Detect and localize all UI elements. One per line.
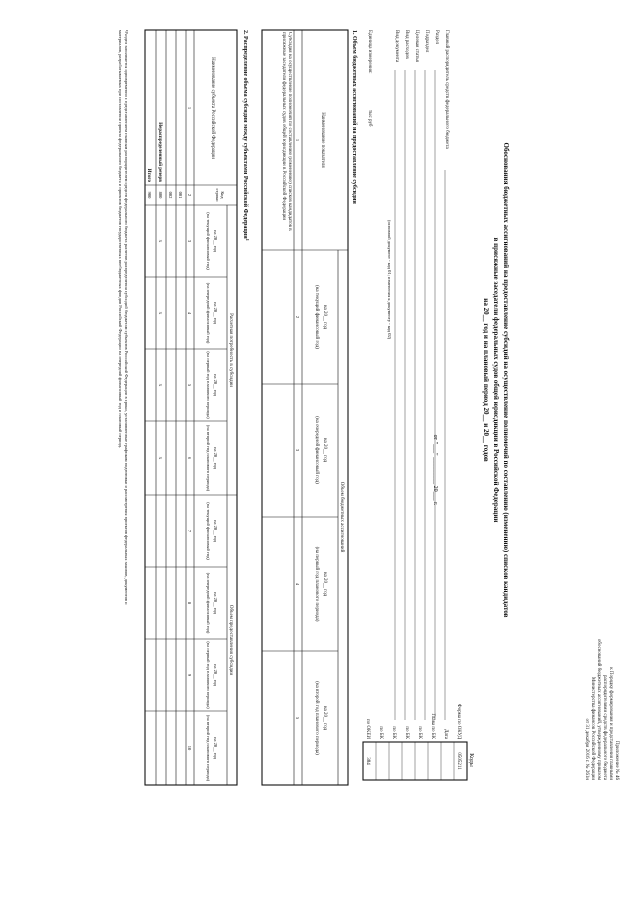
field-label: Раздел xyxy=(434,30,439,45)
row-cell: x xyxy=(157,311,162,315)
col-sub: (на второй год планового периода) xyxy=(206,424,211,492)
field-label: Главный распорядитель средств федерального бюджета xyxy=(444,30,449,149)
code-label: по БК xyxy=(391,726,396,739)
col-number: 8 xyxy=(187,601,192,605)
col-number: 9 xyxy=(187,673,192,677)
title-line: в присяжные заседатели федеральных судов общей юрисдикции в Российской Федерации xyxy=(492,237,500,523)
row-code: 800 xyxy=(158,191,163,199)
col-year: на 20__ год xyxy=(322,304,327,330)
row-code: 900 xyxy=(147,191,152,199)
section2-column-headers xyxy=(206,212,218,781)
unit-label: Единица измерения: xyxy=(367,30,372,74)
title-line: Обоснования бюджетных ассигнований на предоставление субсидий на осуществление полномочий по составлению (изменению) списков кандидатов xyxy=(502,142,510,618)
code-label: Глава по БК xyxy=(430,713,435,739)
codes-box xyxy=(363,704,474,780)
col-number: 4 xyxy=(187,311,192,315)
appendix-line: Приложение № 46 xyxy=(614,740,619,780)
col-year: на 20__ год xyxy=(213,592,218,614)
appendix-block xyxy=(584,639,620,781)
col-number: 10 xyxy=(187,745,192,751)
col-year: на 20__ год xyxy=(322,571,327,597)
col-year: на 20__ год xyxy=(213,230,218,252)
col-number: 2 xyxy=(295,315,300,319)
appendix-line: от 31 декабря 2016 г. № 261н xyxy=(584,718,589,780)
col-sub: (на очередной финансовый год) xyxy=(206,572,211,634)
col-sub: (на текущий финансовый год) xyxy=(206,212,211,270)
col-year: на 20__ год xyxy=(213,302,218,324)
col-number: 4 xyxy=(295,582,300,586)
col-number: 5 xyxy=(295,716,300,720)
col-sub: (на второй год планового периода) xyxy=(314,681,319,755)
section2 xyxy=(145,30,250,785)
section1-row-label-box xyxy=(262,32,292,248)
col-number: 5 xyxy=(187,383,192,387)
code-value: 384 xyxy=(365,757,370,765)
col-code-header-box xyxy=(197,186,225,204)
code-value: 0505211 xyxy=(456,752,461,770)
appendix-line: к Порядку формирования и представления главными xyxy=(608,667,613,780)
appendix-line: распорядителями средств федерального бюджета xyxy=(602,674,607,780)
code-label: Форма по ОКУД xyxy=(456,703,461,739)
col-sub: (на первый год планового периода) xyxy=(314,546,319,622)
group-need-header: Расчетная потребность в субсидии xyxy=(228,313,233,387)
table-row xyxy=(178,192,183,199)
section1 xyxy=(262,30,358,785)
col-number: 6 xyxy=(187,456,192,460)
field-label: Целевая статья xyxy=(414,30,419,62)
appendix-line: обоснований бюджетных ассигнований, утвержденному приказом xyxy=(596,638,601,780)
unit-value: тыс руб xyxy=(367,110,372,127)
title-line: на 20__ год и на плановый период 20__ и 20__ годов xyxy=(482,298,490,462)
group-header: Объем бюджетных ассигнований xyxy=(339,481,344,553)
row-cell: x xyxy=(157,456,162,460)
col-year: на 20__ год xyxy=(213,520,218,542)
col-sub: (на текущий финансовый год) xyxy=(206,502,211,560)
col-name-header: Наименование показателя xyxy=(320,112,325,168)
document-title xyxy=(482,143,510,618)
code-label: по БК xyxy=(417,726,422,739)
codes-header: Коды xyxy=(468,753,474,767)
section1-title: 1. Объем бюджетных ассигнований на предоставление субсидии xyxy=(351,30,357,204)
doc-type-hint: (основной документ - код 01; изменения к документу - код 02) xyxy=(387,220,392,340)
footnote-line: материалов, разрабатываемых при составлении проекта федерального бюджета и проектов бюджетов государственных внебюджетных фондов Российской Федерации на очередной финансовый год и плановый период. xyxy=(118,30,123,448)
col-sub: (на первый год планового периода) xyxy=(206,641,211,709)
col-year: на 20__ год xyxy=(213,737,218,759)
col-year: на 20__ год xyxy=(322,705,327,731)
field-label: Вид расходов xyxy=(404,30,409,59)
row-code: 001 xyxy=(178,191,183,199)
col-year: на 20__ год xyxy=(213,374,218,396)
code-label: Дата xyxy=(443,729,448,739)
field-label: Подраздел xyxy=(424,30,429,53)
col-sub: (на первый год планового периода) xyxy=(206,351,211,419)
col-year: на 20__ год xyxy=(322,437,327,463)
footnote xyxy=(117,30,129,605)
date-line: от "___" _________ 20___ г. xyxy=(432,434,438,506)
footnote-mark: 1 xyxy=(245,238,250,241)
header-fields xyxy=(367,30,449,720)
row-code: 002 xyxy=(168,191,173,199)
row-name: Итого xyxy=(146,168,151,182)
field-label: Вид документа xyxy=(394,30,399,63)
col-name-header: Наименование субъекта Российской Федерации xyxy=(210,57,215,159)
table-row xyxy=(157,122,163,459)
col-year: на 20__ год xyxy=(213,664,218,686)
table-row xyxy=(146,169,152,200)
section2-rows xyxy=(146,122,183,459)
code-label: по БК xyxy=(404,726,409,739)
row-cell: x xyxy=(157,239,162,243)
col-number: 1 xyxy=(187,106,192,110)
row-name: Нераспределенный резерв xyxy=(157,122,162,182)
footnote-line: ¹Раздел заполняется одновременно с представлением главным распорядителем средств федерального бюджета расчетов распределения субсидий бюджетам субъектов Российской Федерации в сроки, установленные графиком подготовки и рассмотрения проектов федеральных законов, документов и xyxy=(124,30,129,605)
col-number: 7 xyxy=(187,529,192,533)
code-label: по ОКЕИ xyxy=(365,718,370,739)
section1-row-label: Субсидия на осуществление полномочий по составлению (изменению) списков кандидатов в присяжные заседатели федеральных судов общей юрисдикции в Российской Федерации xyxy=(281,32,292,231)
col-code-header: Код строки xyxy=(215,188,225,202)
col-number: 1 xyxy=(295,138,300,142)
col-sub: (на текущий финансовый год) xyxy=(314,285,319,349)
code-label: по БК xyxy=(378,726,383,739)
section2-title-text: 2. Распределение объема субсидии между субъектами Российской Федерации xyxy=(242,30,248,239)
col-number: 3 xyxy=(295,448,300,452)
col-sub: (на второй год планового периода) xyxy=(206,714,211,782)
col-year: на 20__ год xyxy=(213,447,218,469)
col-sub: (на очередной финансовый год) xyxy=(206,282,211,344)
row-cell: x xyxy=(157,383,162,387)
col-sub: (на очередной финансовый год) xyxy=(314,416,319,484)
appendix-line: Министерства финансов Российской Федерации xyxy=(590,676,595,780)
section2-title xyxy=(242,30,250,241)
section2-column-numbers xyxy=(187,107,192,751)
group-volume-header: Объем предоставления субсидии xyxy=(228,604,233,676)
col-number: 3 xyxy=(187,239,192,243)
col-number: 2 xyxy=(187,193,192,197)
table-row xyxy=(168,192,173,199)
